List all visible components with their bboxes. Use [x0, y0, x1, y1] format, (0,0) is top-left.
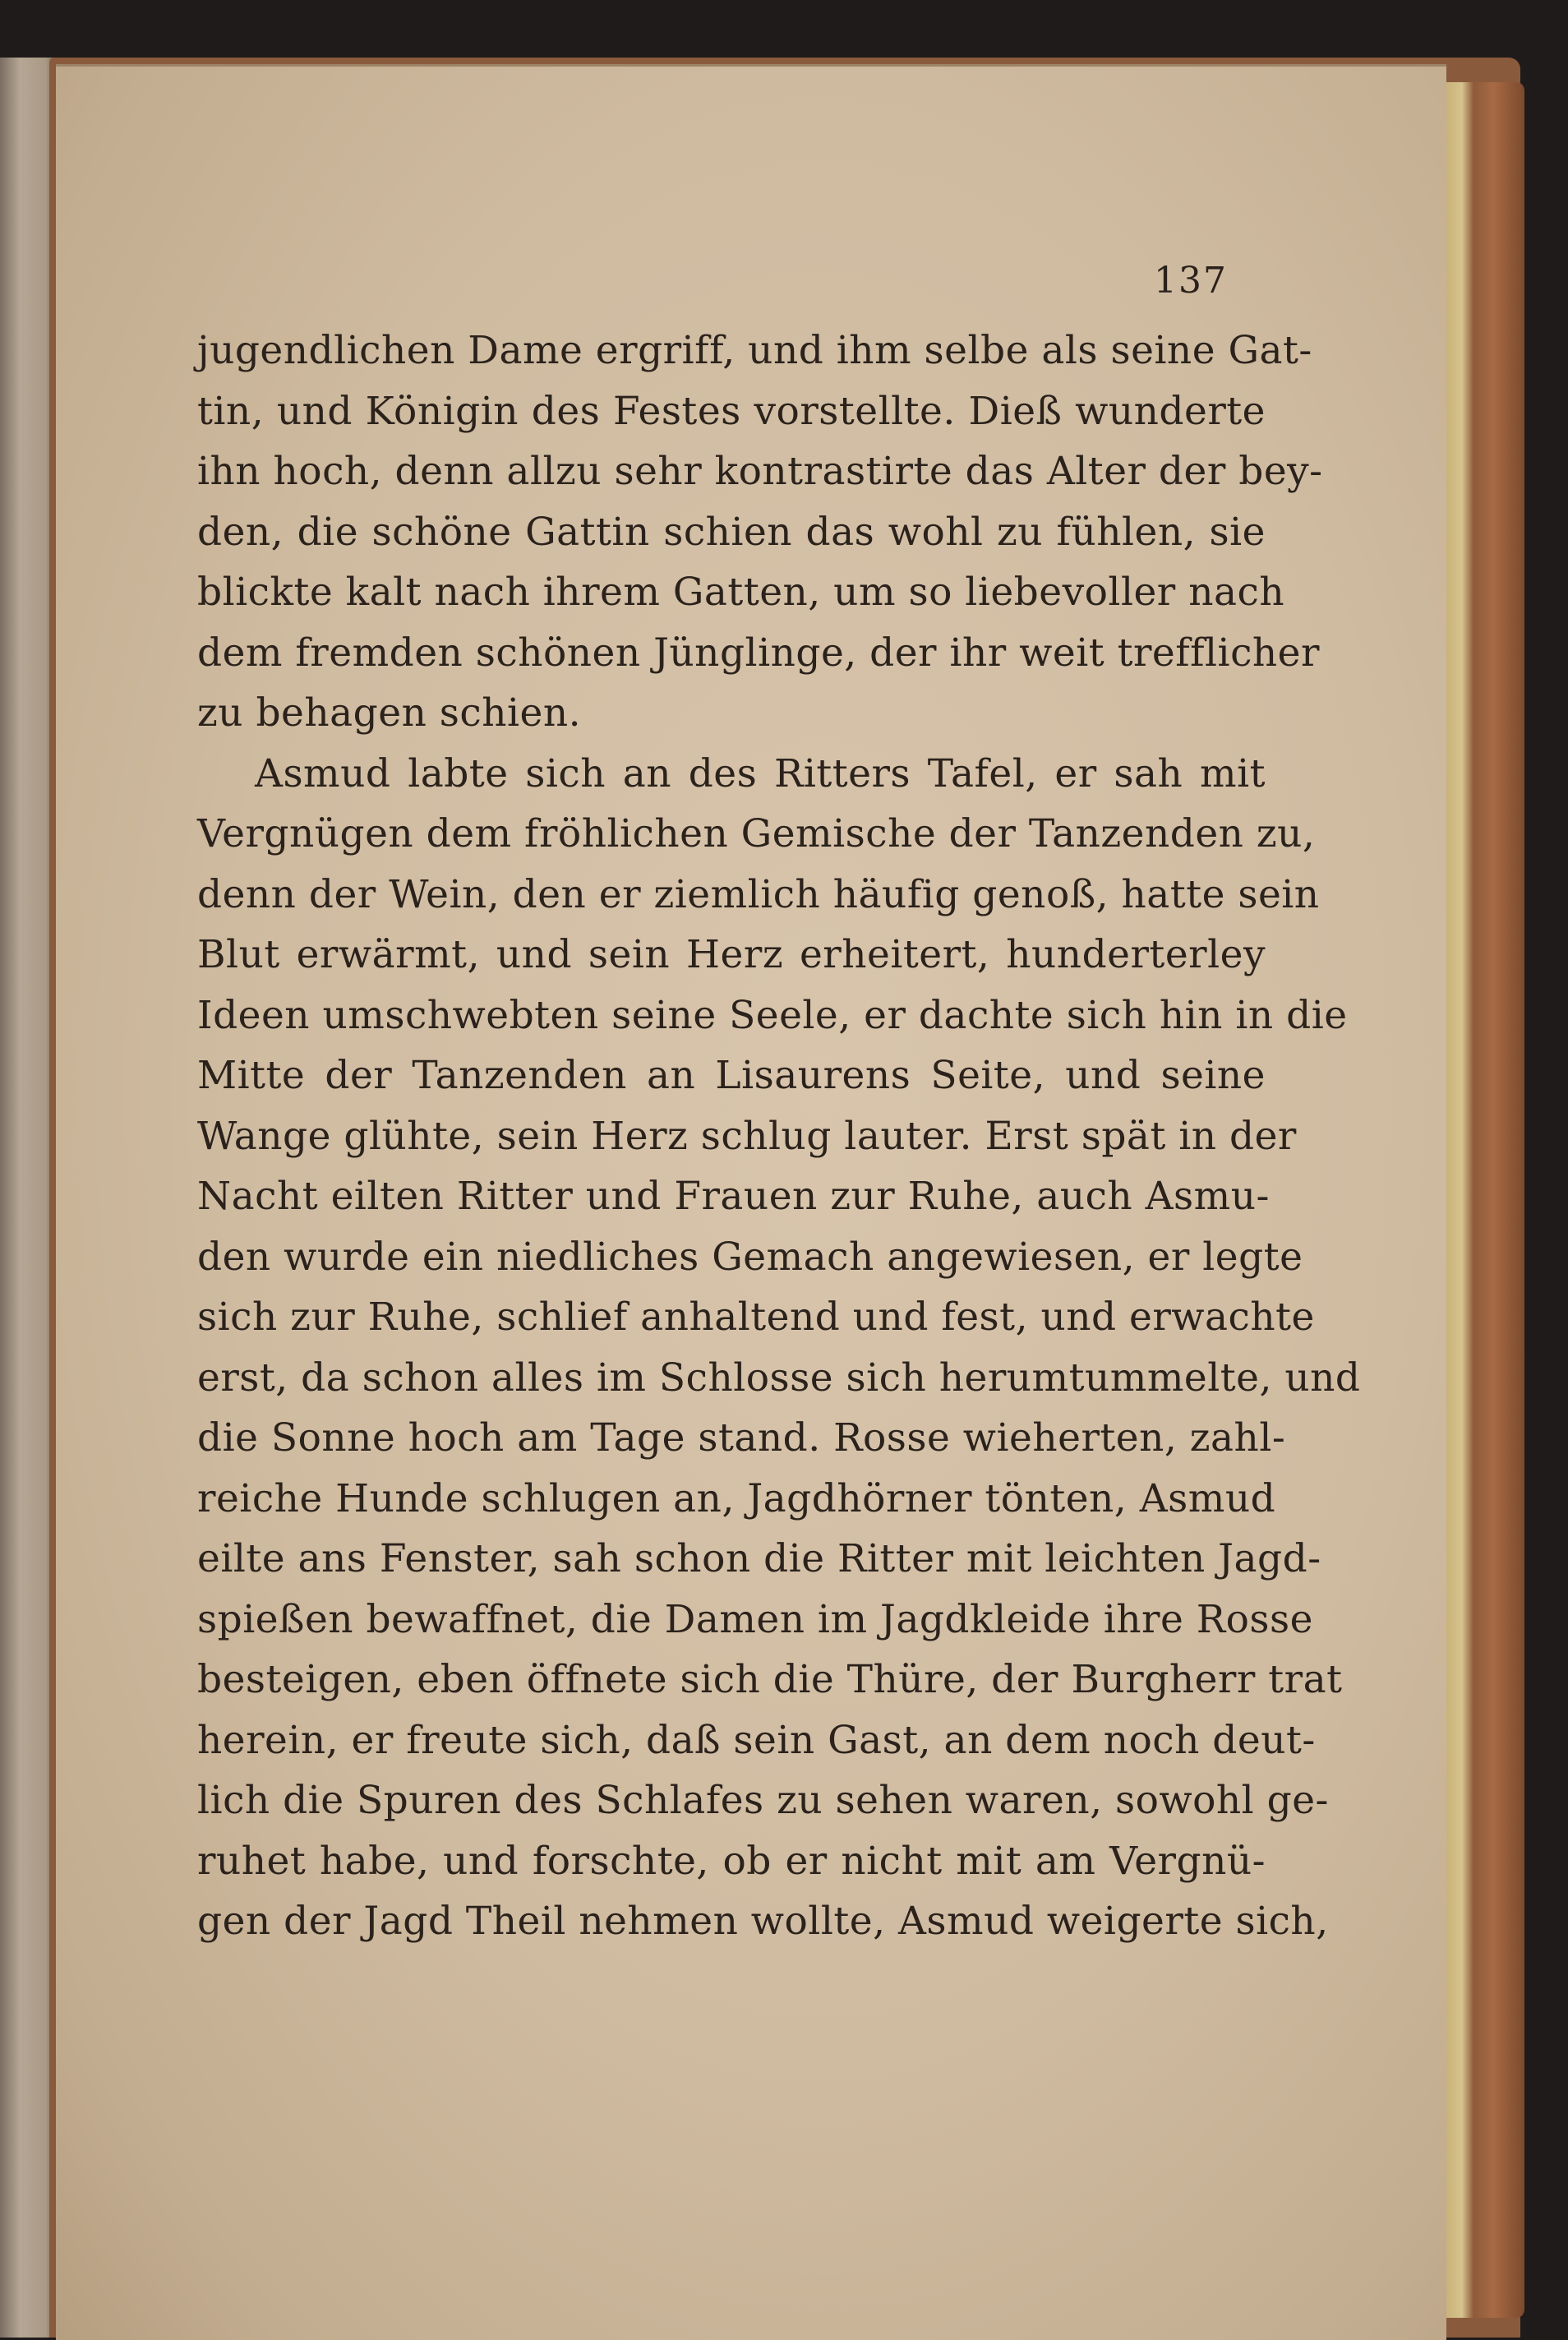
text-line: Mitte der Tanzenden an Lisaurens Seite, und seine [197, 1053, 1266, 1098]
text-line: jugendlichen Dame ergriff, und ihm selbe als seine Gat- [197, 328, 1312, 373]
text-line: Asmud labte sich an des Ritters Tafel, er sah mit [255, 750, 1266, 796]
text-line: eilte ans Fenster, sah schon die Ritter mit leichten Jagd- [197, 1536, 1321, 1581]
text-line: erst, da schon alles im Schlosse sich herumtummelte, und [197, 1355, 1361, 1401]
text-line: gen der Jagd Theil nehmen wollte, Asmud weigerte sich, [197, 1899, 1329, 1944]
text-line: zu behagen schien. [197, 690, 582, 736]
text-line: die Sonne hoch am Tage stand. Rosse wieherten, zahl- [197, 1415, 1286, 1461]
text-line: Vergnügen dem fröhlichen Gemische der Tanzenden zu, [197, 811, 1316, 856]
page-body-text [197, 321, 1361, 1952]
text-line: dem fremden schönen Jünglinge, der ihr weit trefflicher [197, 630, 1320, 676]
text-line: Blut erwärmt, und sein Herz erheitert, hunderterley [197, 932, 1266, 977]
text-line: besteigen, eben öffnete sich die Thüre, der Burgherr trat [197, 1657, 1343, 1702]
text-line: tin, und Königin des Festes vorstellte. Dieß wunderte [197, 388, 1266, 434]
text-line: reiche Hunde schlugen an, Jagdhörner tönten, Asmud [197, 1475, 1276, 1521]
page-number: 137 [1154, 260, 1228, 302]
text-line: denn der Wein, den er ziemlich häufig genoß, hatte sein [197, 871, 1320, 917]
text-line: Wange glühte, sein Herz schlug lauter. Erst spät in der [197, 1113, 1297, 1159]
text-line: Ideen umschwebten seine Seele, er dachte sich hin in die [197, 992, 1348, 1038]
text-line: Nacht eilten Ritter und Frauen zur Ruhe, auch Asmu- [197, 1174, 1270, 1219]
text-line: blickte kalt nach ihrem Gatten, um so liebevoller nach [197, 570, 1285, 615]
text-line: den wurde ein niedliches Gemach angewiesen, er legte [197, 1234, 1303, 1280]
text-line: den, die schöne Gattin schien das wohl zu fühlen, sie [197, 509, 1266, 555]
book-spine-edge [1446, 82, 1524, 2318]
text-line: ruhet habe, und forschte, ob er nicht mit am Vergnü- [197, 1838, 1266, 1884]
text-line: ihn hoch, denn allzu sehr kontrastirte das Alter der bey- [197, 449, 1323, 494]
text-line: herein, er freute sich, daß sein Gast, an dem noch deut- [197, 1717, 1316, 1763]
text-line: lich die Spuren des Schlafes zu sehen waren, sowohl ge- [197, 1778, 1329, 1823]
text-line: spießen bewaffnet, die Damen im Jagdkleide ihre Rosse [197, 1596, 1313, 1642]
text-line: sich zur Ruhe, schlief anhaltend und fest, und erwachte [197, 1295, 1315, 1340]
